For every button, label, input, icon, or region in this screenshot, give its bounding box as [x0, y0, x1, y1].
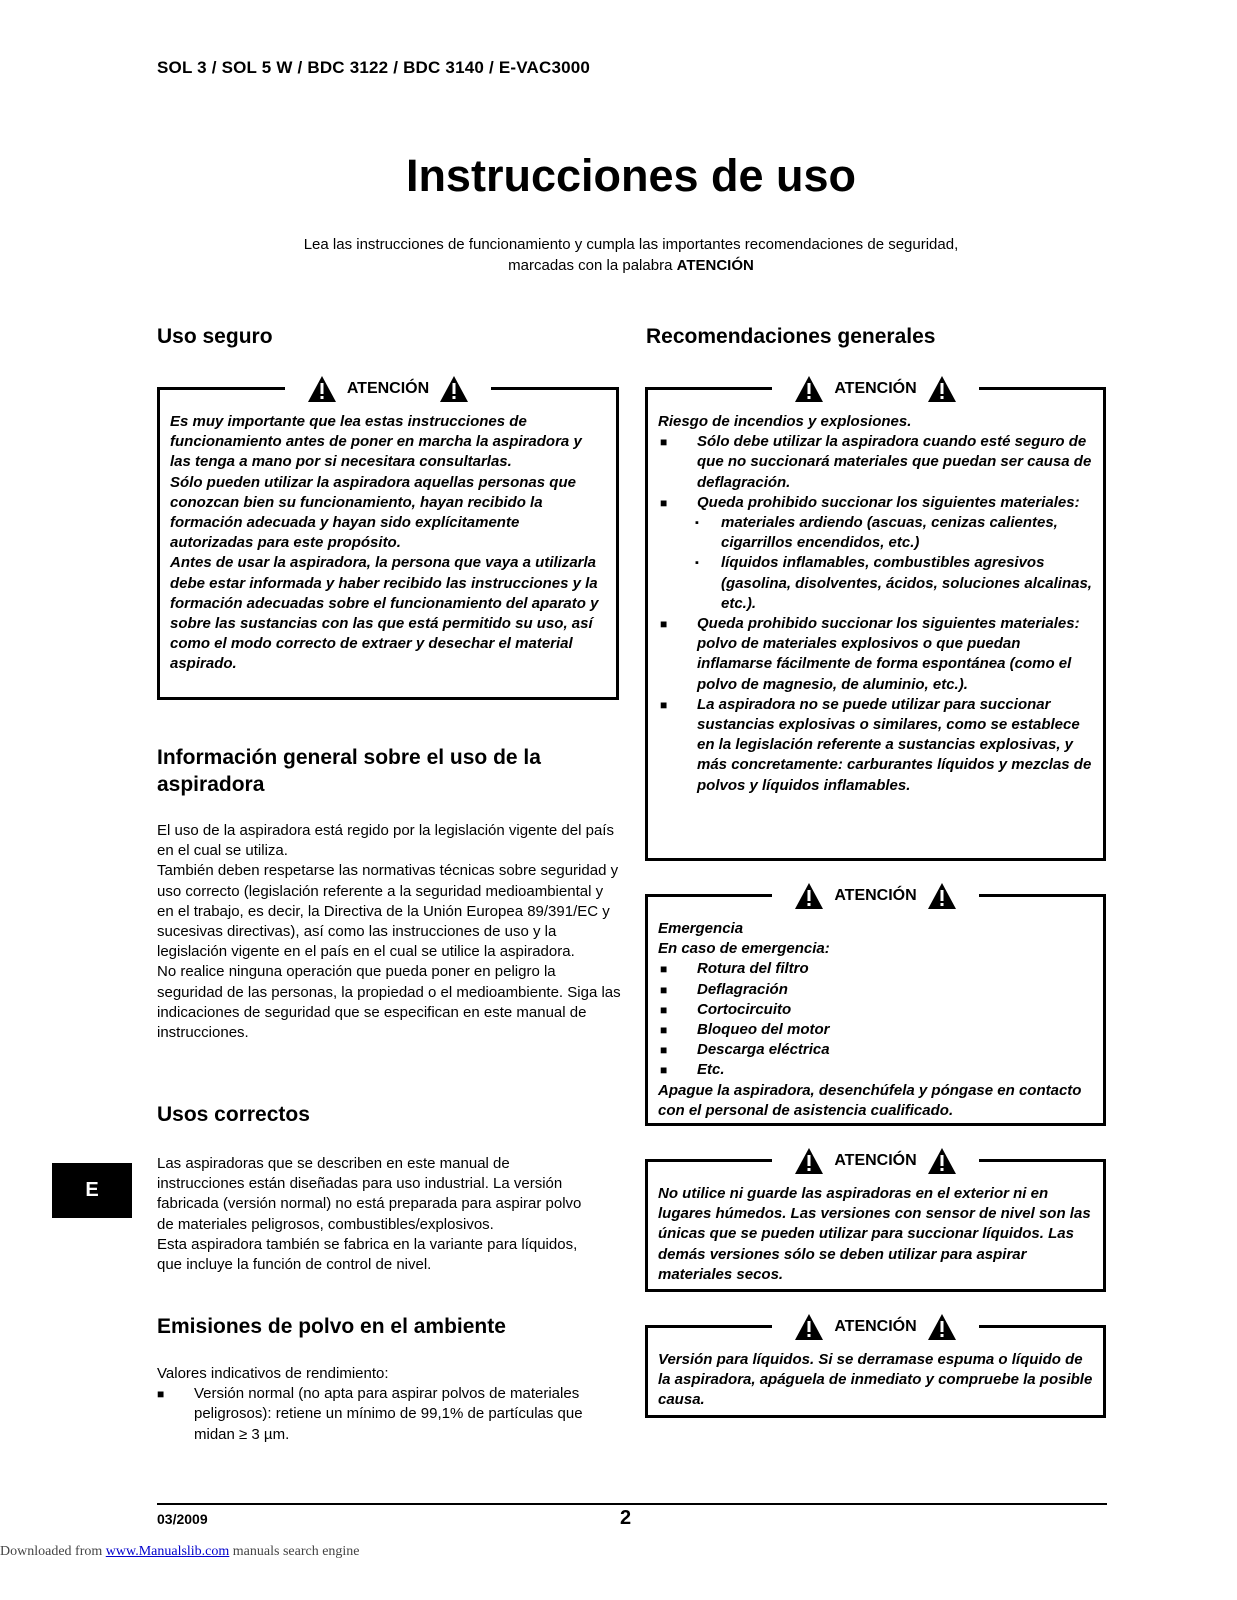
box-closing: Apague la aspiradora, desenchúfela y póngase en contacto con el personal de asistencia cualificado.	[658, 1081, 1082, 1119]
section-heading-usos-correctos: Usos correctos	[157, 1103, 310, 1126]
list-item-text: líquidos inflamables, combustibles agresivos (gasolina, disolventes, ácidos, soluciones alcalinas, etc.).	[721, 554, 1092, 612]
bullet-icon: ■	[157, 1387, 165, 1402]
download-note-suffix: manuals search engine	[229, 1544, 360, 1559]
section-heading-info-general: Información general sobre el uso de la aspiradora	[157, 746, 541, 796]
subtitle	[0, 234, 1237, 276]
list-item	[658, 493, 1093, 513]
list-item	[658, 1060, 1093, 1080]
usos-correctos-text	[157, 1154, 597, 1275]
list-item	[658, 695, 1093, 796]
sub-bullet-icon: ▪	[695, 517, 699, 530]
bullet-icon: ■	[660, 617, 668, 632]
list-item	[658, 1000, 1093, 1020]
warning-icon	[927, 1313, 957, 1341]
list-item-text: Queda prohibido succionar los siguientes materiales: polvo de materiales explosivos o que puedan inflamarse fácilmente de forma espontánea (como el polvo de magnesio, de aluminio, etc.).	[697, 615, 1080, 693]
subtitle-line-2-text: marcadas con la palabra	[508, 257, 677, 274]
bullet-icon: ■	[660, 1063, 668, 1078]
attention-header	[648, 881, 1103, 911]
warning-icon	[927, 1147, 957, 1175]
attention-box-body	[658, 1184, 1093, 1285]
footer-divider	[157, 1503, 1107, 1505]
warning-icon	[439, 375, 469, 403]
warning-icon	[794, 882, 824, 910]
list-item-text: materiales ardiendo (ascuas, cenizas calientes, cigarrillos encendidos, etc.)	[721, 514, 1058, 552]
warning-icon	[927, 882, 957, 910]
footer-date: 03/2009	[157, 1511, 208, 1527]
warning-icon	[307, 375, 337, 403]
box-intro: Riesgo de incendios y explosiones.	[658, 413, 912, 430]
paragraph: Esta aspiradora también se fabrica en la variante para líquidos, que incluye la función de control de nivel.	[157, 1235, 578, 1274]
warning-icon	[794, 375, 824, 403]
box-paragraph: Versión para líquidos. Si se derramase espuma o líquido de la aspiradora, apáguela de inmediato y compruebe la posible causa.	[658, 1351, 1093, 1409]
list-item-text: Sólo debe utilizar la aspiradora cuando esté seguro de que no succionará materiales que puedan ser causa de deflagración.	[697, 433, 1092, 491]
paragraph: Las aspiradoras que se describen en este manual de instrucciones están diseñadas para uso industrial. La versión fabricada (versión normal) no está preparada para aspirar polvo de materiales peligrosos, combustibles/explosivos.	[157, 1155, 582, 1233]
bullet-icon: ■	[660, 962, 668, 977]
download-note	[0, 1544, 360, 1560]
language-tab: E	[52, 1163, 132, 1218]
warning-icon	[794, 1313, 824, 1341]
attention-box-riesgo-incendios	[645, 380, 1106, 861]
box-paragraph: Es muy importante que lea estas instrucciones de funcionamiento antes de poner en marcha la aspiradora y las tenga a mano por si necesitara consultarlas.	[170, 413, 582, 471]
subtitle-line-1: Lea las instrucciones de funcionamiento y cumpla las importantes recomendaciones de seguridad,	[303, 236, 959, 253]
attention-box-emergencia	[645, 887, 1106, 1126]
list-item-text: Etc.	[697, 1061, 725, 1079]
box-paragraph: No utilice ni guarde las aspiradoras en el exterior ni en lugares húmedos. Las versiones con sensor de nivel son las únicas que se pueden utilizar para succionar líquidos. Las demás versiones sólo se deben utilizar para aspirar materiales secos.	[658, 1185, 1091, 1283]
bullet-icon: ■	[660, 435, 668, 450]
list-item	[658, 959, 1093, 979]
box-line: Emergencia	[658, 920, 744, 937]
bullet-icon: ■	[660, 1023, 668, 1038]
list-item-text: Rotura del filtro	[697, 960, 809, 978]
list-item-text: Deflagración	[697, 980, 788, 998]
list-item	[658, 1040, 1093, 1060]
sub-list-item	[658, 513, 1093, 553]
list-item-text: Queda prohibido succionar los siguientes materiales:	[697, 493, 1080, 511]
list-item	[658, 432, 1093, 493]
paragraph: Valores indicativos de rendimiento:	[157, 1365, 389, 1382]
attention-box-liquidos	[645, 1318, 1106, 1418]
list-item	[658, 980, 1093, 1000]
warning-icon	[794, 1147, 824, 1175]
attention-label: ATENCIÓN	[834, 380, 917, 397]
sub-bullet-icon: ▪	[695, 557, 699, 570]
attention-label: ATENCIÓN	[834, 1152, 917, 1169]
bullet-icon: ■	[660, 495, 668, 510]
box-line: En caso de emergencia:	[658, 940, 830, 958]
info-general-text	[157, 821, 621, 1043]
page-title: Instrucciones de uso	[405, 150, 857, 201]
list-item	[658, 1020, 1093, 1040]
list-item	[658, 614, 1093, 695]
bullet-icon: ■	[660, 1043, 668, 1058]
subtitle-attention-word: ATENCIÓN	[676, 257, 754, 274]
attention-box-body	[658, 1350, 1093, 1411]
attention-box-body	[170, 412, 606, 675]
list-item-text: La aspiradora no se puede utilizar para succionar sustancias explosivas o similares, como se establece en la legislación referente a sustancias explosivas, y más concretamente: carburantes líquidos y mezclas de polvos y líquidos inflamables.	[697, 695, 1092, 794]
manualslib-link[interactable]: www.Manualslib.com	[105, 1544, 230, 1559]
box-paragraph: Antes de usar la aspiradora, la persona que vaya a utilizarla debe estar informada y haber recibido las instrucciones y la formación adecuadas sobre el funcionamiento del aparato y sobre las sustancias con las que está permitido su uso, así como el modo correcto de extraer y desechar el material aspirado.	[170, 554, 599, 673]
emisiones-text	[157, 1364, 607, 1445]
list-item-text: Bloqueo del motor	[697, 1021, 830, 1039]
bullet-icon: ■	[660, 1002, 668, 1017]
download-note-prefix: Downloaded from	[0, 1544, 106, 1559]
warning-icon	[927, 375, 957, 403]
sub-list-item	[658, 553, 1093, 614]
document-header: SOL 3 / SOL 5 W / BDC 3122 / BDC 3140 / E-VAC3000	[157, 58, 591, 77]
section-heading-uso-seguro: Uso seguro	[157, 325, 273, 348]
attention-box-exterior	[645, 1152, 1106, 1292]
page-number: 2	[620, 1507, 632, 1529]
bullet-icon: ■	[660, 982, 668, 997]
paragraph: También deben respetarse las normativas técnicas sobre seguridad y uso correcto (legislación referente a la seguridad medioambiental y en el trabajo, es decir, la Directiva de la Unión Europea 89/391/EC y sucesivas directivas), así como las instrucciones de uso y la legislación vigente en el país en el cual se utilice la aspiradora.	[157, 862, 619, 961]
list-item-text: Descarga eléctrica	[697, 1041, 830, 1059]
attention-box-body	[658, 919, 1093, 1121]
paragraph: No realice ninguna operación que pueda poner en peligro la seguridad de las personas, la propiedad o el medioambiente. Siga las indicaciones de seguridad que se especifican en este manual de instrucciones.	[157, 963, 621, 1042]
subtitle-line-2	[0, 255, 1237, 276]
attention-header	[648, 1312, 1103, 1342]
section-heading-recomendaciones: Recomendaciones generales	[646, 325, 936, 348]
attention-header	[648, 374, 1103, 404]
bullet-icon: ■	[660, 697, 668, 712]
attention-label: ATENCIÓN	[834, 887, 917, 904]
attention-box-uso-seguro	[157, 380, 619, 700]
list-item-text: Cortocircuito	[697, 1000, 792, 1018]
attention-label: ATENCIÓN	[834, 1318, 917, 1335]
paragraph: El uso de la aspiradora está regido por la legislación vigente del país en el cual se utiliza.	[157, 822, 614, 860]
list-item-text: Versión normal (no apta para aspirar polvos de materiales peligrosos): retiene un mínimo de 99,1% de partículas que midan ≥ 3 µm.	[194, 1385, 583, 1443]
section-heading-emisiones: Emisiones de polvo en el ambiente	[157, 1315, 506, 1338]
list-item	[157, 1384, 607, 1445]
attention-header	[160, 374, 616, 404]
attention-header	[648, 1146, 1103, 1176]
box-paragraph: Sólo pueden utilizar la aspiradora aquellas personas que conozcan bien su funcionamiento, hayan recibido la formación adecuada y hayan sido explícitamente autorizadas para este propósito.	[170, 473, 576, 552]
attention-box-body	[658, 412, 1093, 796]
attention-label: ATENCIÓN	[346, 380, 430, 397]
